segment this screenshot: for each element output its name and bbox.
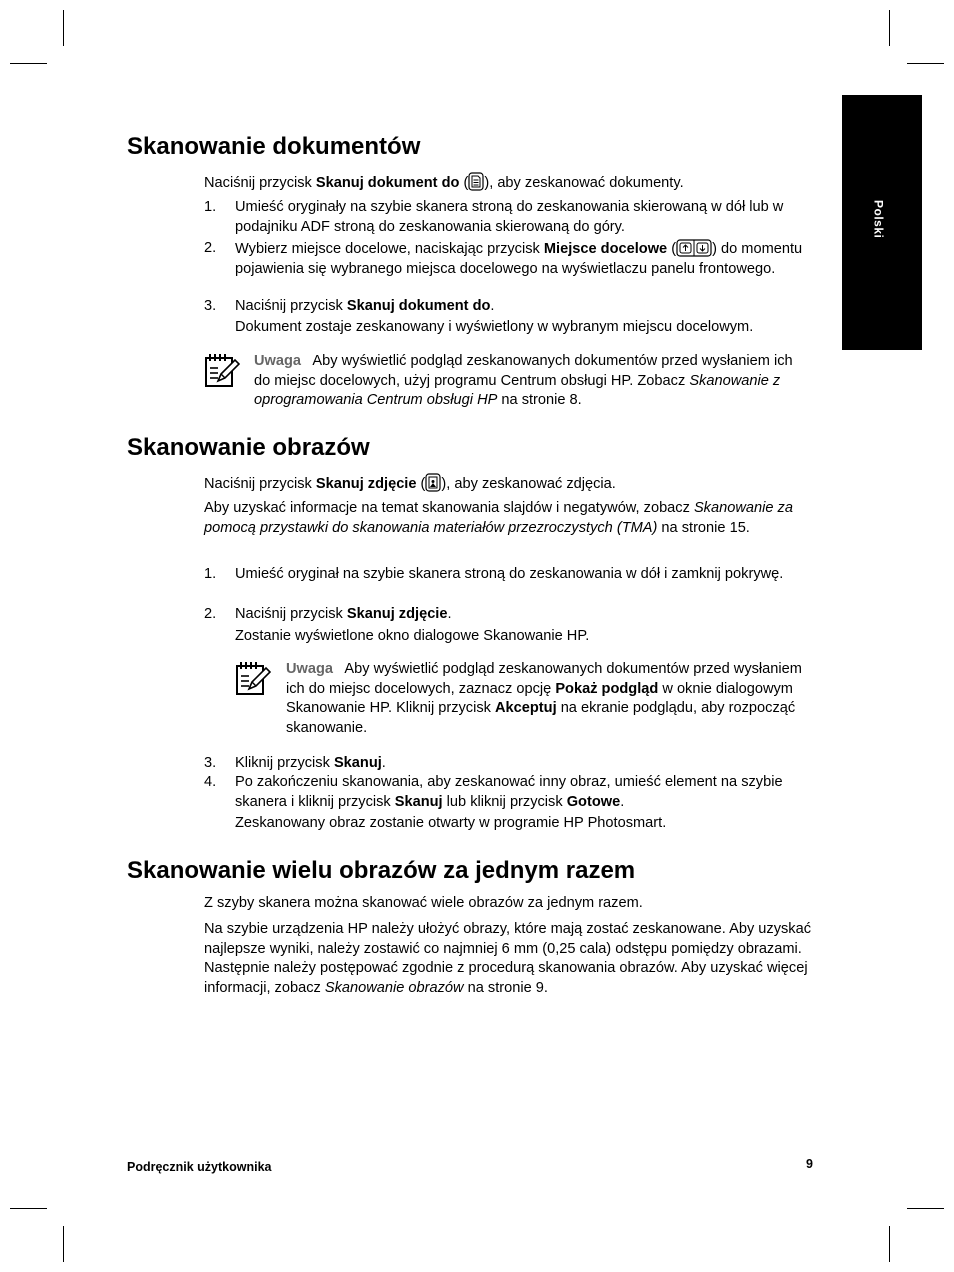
language-tab-label: Polski — [871, 200, 886, 239]
list-item: 1. Umieść oryginały na szybie skanera stroną do zeskanowania skierowaną w dół lub w podajniku ADF stroną do zeskanowania skierowaną do góry. — [204, 199, 784, 235]
list-item: 4. Po zakończeniu skanowania, aby zeskanować inny obraz, umieść element na szybie skanera i kliknij przycisk Skanuj lub kliknij przycisk Gotowe. — [204, 774, 783, 810]
crop-mark — [63, 10, 64, 46]
crop-mark — [889, 10, 890, 46]
destination-arrows-icon — [676, 239, 712, 257]
step-result: Dokument zostaje zeskanowany i wyświetlony w wybranym miejscu docelowym. — [235, 319, 754, 335]
note-pad-icon — [235, 660, 271, 696]
crop-mark — [889, 1226, 890, 1262]
section-title-scan-multiple: Skanowanie wielu obrazów za jednym razem — [127, 857, 636, 884]
section3-paragraph: Na szybie urządzenia HP należy ułożyć obrazy, które mają zostać zeskanowane. Aby uzyskać najlepsze wyniki, należy zostawić co najmniej 6 mm (0,25 cala) odstępu pomiędzy obrazami. Następnie należy postępować zgodnie z procedurą skanowania obrazów. Aby uzyskać więcej informacji, zobacz Skanowanie obrazów na stronie 9. — [204, 921, 812, 996]
crop-mark — [63, 1226, 64, 1262]
list-item: 3. Kliknij przycisk Skanuj. — [204, 755, 386, 771]
crop-mark — [10, 63, 47, 64]
step-result: Zostanie wyświetlone okno dialogowe Skanowanie HP. — [235, 628, 590, 644]
section-title-scan-documents: Skanowanie dokumentów — [127, 133, 421, 160]
step-result: Zeskanowany obraz zostanie otwarty w programie HP Photosmart. — [235, 815, 667, 831]
note-box: Uwaga Aby wyświetlić podgląd zeskanowanych dokumentów przed wysłaniem ich do miejsc docelowych, zaznacz opcję Pokaż podgląd w oknie dialogowym Skanowanie HP. Kliknij przycisk Akceptuj na ekranie podglądu, aby rozpocząć skanowanie. — [235, 660, 815, 740]
page-number: 9 — [806, 1157, 813, 1171]
section1-intro: Naciśnij przycisk Skanuj dokument do ( ), aby zeskanować dokumenty. — [204, 172, 814, 194]
tma-paragraph: Aby uzyskać informacje na temat skanowania slajdów i negatywów, zobacz Skanowanie za pomocą przystawki do skanowania materiałów przezroczystych (TMA) na stronie 15. — [204, 500, 793, 536]
note-pad-icon — [204, 352, 240, 388]
list-item: 3. Naciśnij przycisk Skanuj dokument do. — [204, 298, 495, 314]
footer-manual-title: Podręcznik użytkownika — [127, 1160, 272, 1174]
list-item: 2. Naciśnij przycisk Skanuj zdjęcie. — [204, 606, 452, 622]
list-item: 1. Umieść oryginał na szybie skanera stroną do zeskanowania w dół i zamknij pokrywę. — [204, 566, 784, 582]
note-box: Uwaga Aby wyświetlić podgląd zeskanowanych dokumentów przed wysłaniem ich do miejsc docelowych, użyj programu Centrum obsługi HP. Zobacz Skanowanie z oprogramowania Centrum obsługi HP na stronie 8. — [204, 352, 814, 412]
crop-mark — [907, 1208, 944, 1209]
scan-picture-icon — [425, 473, 441, 492]
crop-mark — [907, 63, 944, 64]
section2-intro: Naciśnij przycisk Skanuj zdjęcie ( ), aby zeskanować zdjęcia. — [204, 473, 814, 495]
section-title-scan-pictures: Skanowanie obrazów — [127, 434, 370, 461]
scan-document-icon — [468, 172, 484, 191]
crop-mark — [10, 1208, 47, 1209]
section3-intro: Z szyby skanera można skanować wiele obrazów za jednym razem. — [204, 895, 643, 911]
list-item: 2. Wybierz miejsce docelowe, naciskając przycisk Miejsce docelowe ( ) do momentu pojawienia się wybranego miejsca docelowego na wyświetlaczu panelu frontowego. — [204, 240, 803, 277]
